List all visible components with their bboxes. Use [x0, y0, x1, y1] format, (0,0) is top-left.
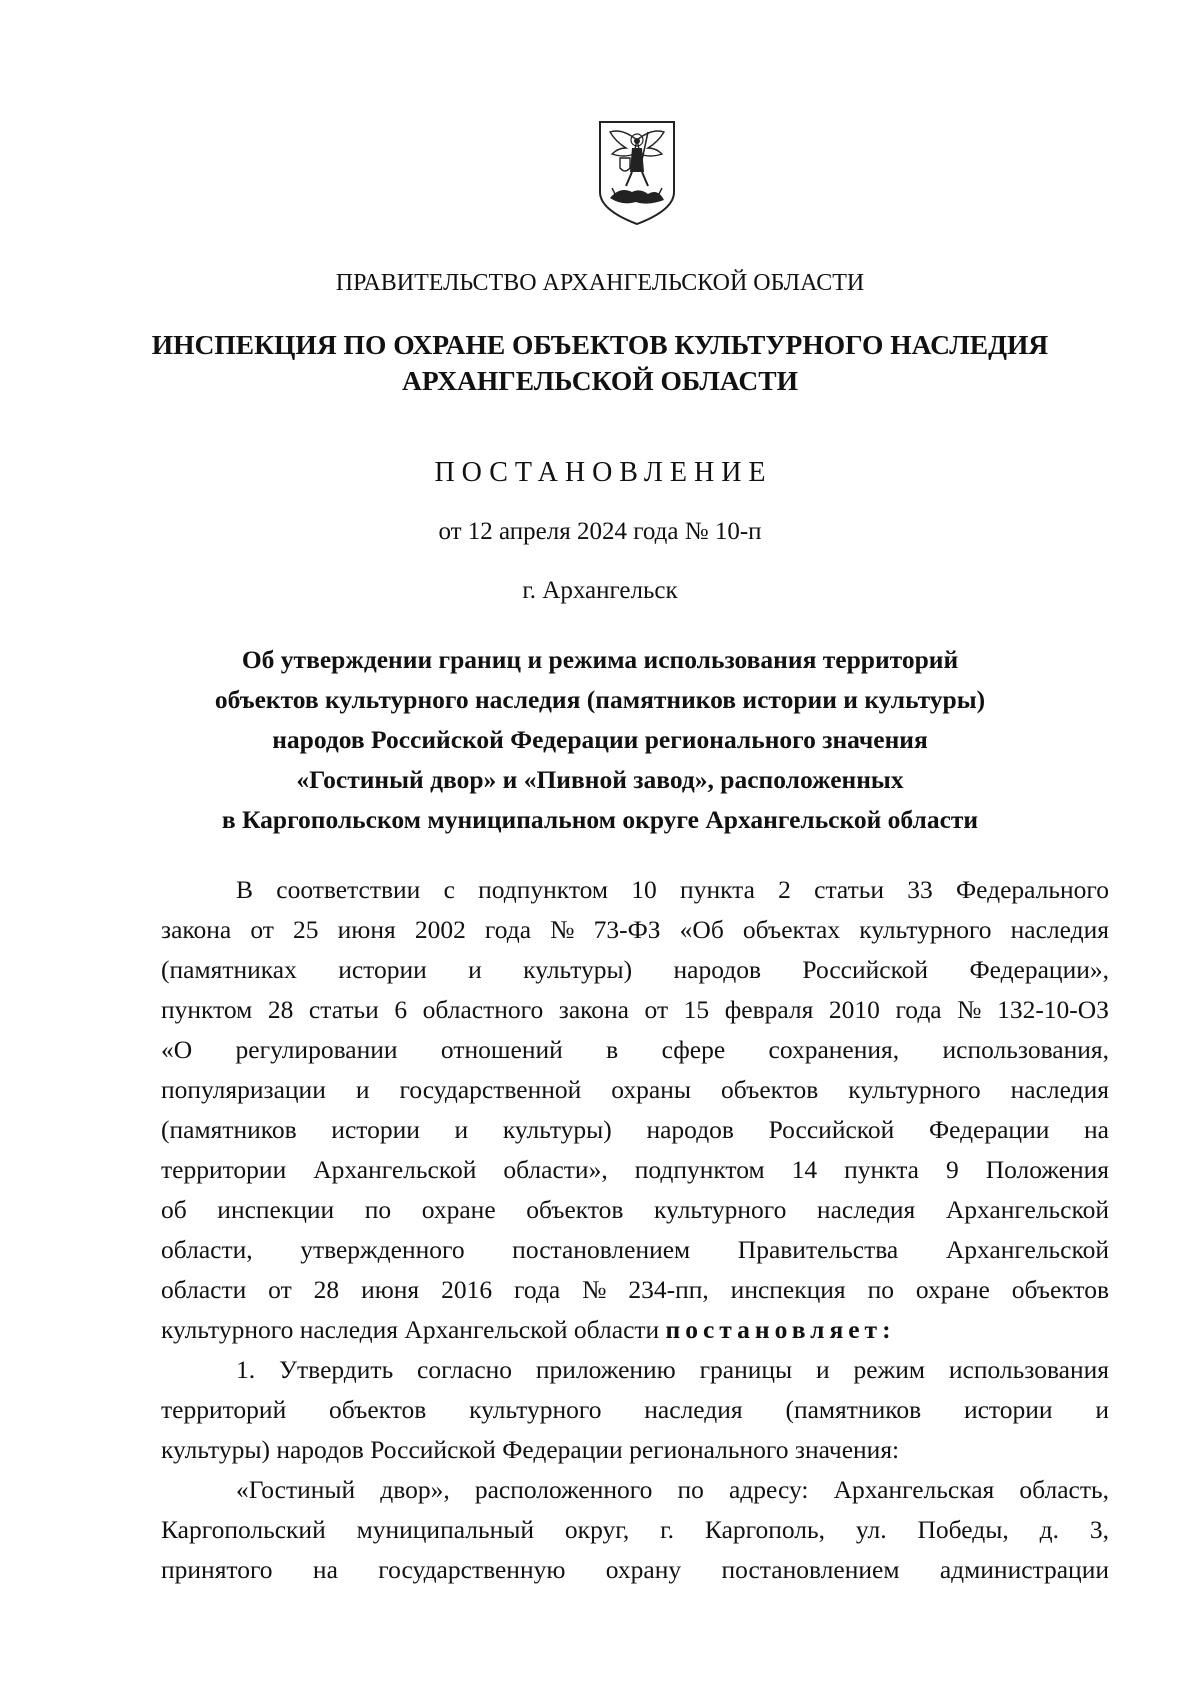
preamble-line: области от 28 июня 2016 года № 234-пп, инспекция по охране объектов	[161, 1275, 1109, 1304]
item1-line: 1. Утвердить согласно приложению границы и режим использования	[236, 1355, 1109, 1384]
preamble-line: (памятниках истории и культуры) народов Российской Федерации»,	[161, 955, 1109, 984]
coat-of-arms-icon	[596, 118, 678, 228]
preamble-line: «О регулировании отношений в сфере сохранения, использования,	[161, 1035, 1109, 1064]
inspection-header-line: АРХАНГЕЛЬСКОЙ ОБЛАСТИ	[402, 365, 798, 396]
preamble-line: об инспекции по охране объектов культурного наследия Архангельской	[161, 1195, 1109, 1224]
item1-object-line: Каргопольский муниципальный округ, г. Каргополь, ул. Победы, д. 3,	[161, 1515, 1109, 1544]
title-line: народов Российской Федерации регионального значения	[272, 725, 928, 754]
document-type: ПОСТАНОВЛЕНИЕ	[434, 457, 773, 488]
item1-object-line: принятого на государственную охрану постановлением администрации	[161, 1555, 1109, 1584]
resolution-keyword: постановляет:	[665, 1315, 896, 1344]
preamble-line: области, утвержденного постановлением Правительства Архангельской	[161, 1235, 1109, 1264]
inspection-header	[0, 327, 1200, 399]
preamble-line: популяризации и государственной охраны объектов культурного наследия	[161, 1075, 1109, 1104]
preamble-line: В соответствии с подпунктом 10 пункта 2 статьи 33 Федерального	[236, 875, 1109, 904]
document-city: г. Архангельск	[522, 577, 678, 604]
preamble-last-line	[161, 1310, 1109, 1350]
preamble-line: пунктом 28 статьи 6 областного закона от 15 февраля 2010 года № 132-10-ОЗ	[161, 995, 1109, 1024]
document-body	[161, 870, 1109, 1590]
title-line: объектов культурного наследия (памятников истории и культуры)	[214, 685, 986, 714]
preamble-line: (памятников истории и культуры) народов Российской Федерации на	[161, 1115, 1109, 1144]
title-line: Об утверждении границ и режима использования территорий	[241, 645, 959, 674]
preamble-last-text: культурного наследия Архангельской области	[161, 1315, 660, 1344]
item1-object-line: «Гостиный двор», расположенного по адресу: Архангельская область,	[236, 1475, 1109, 1504]
preamble-line: территории Архангельской области», подпунктом 14 пункта 9 Положения	[161, 1155, 1109, 1184]
government-header: ПРАВИТЕЛЬСТВО АРХАНГЕЛЬСКОЙ ОБЛАСТИ	[335, 270, 865, 296]
inspection-header-line: ИНСПЕКЦИЯ ПО ОХРАНЕ ОБЪЕКТОВ КУЛЬТУРНОГО НАСЛЕДИЯ	[151, 329, 1049, 360]
title-line: в Каргопольском муниципальном округе Архангельской области	[221, 805, 979, 834]
item1-line: территорий объектов культурного наследия (памятников истории и	[161, 1395, 1109, 1424]
item1-line: культуры) народов Российской Федерации регионального значения:	[161, 1435, 900, 1464]
document-date-number: от 12 апреля 2024 года № 10-п	[438, 518, 762, 545]
document-title	[0, 640, 1200, 840]
title-line: «Гостиный двор» и «Пивной завод», расположенных	[296, 765, 904, 794]
preamble-line: закона от 25 июня 2002 года № 73-ФЗ «Об объектах культурного наследия	[161, 915, 1109, 944]
